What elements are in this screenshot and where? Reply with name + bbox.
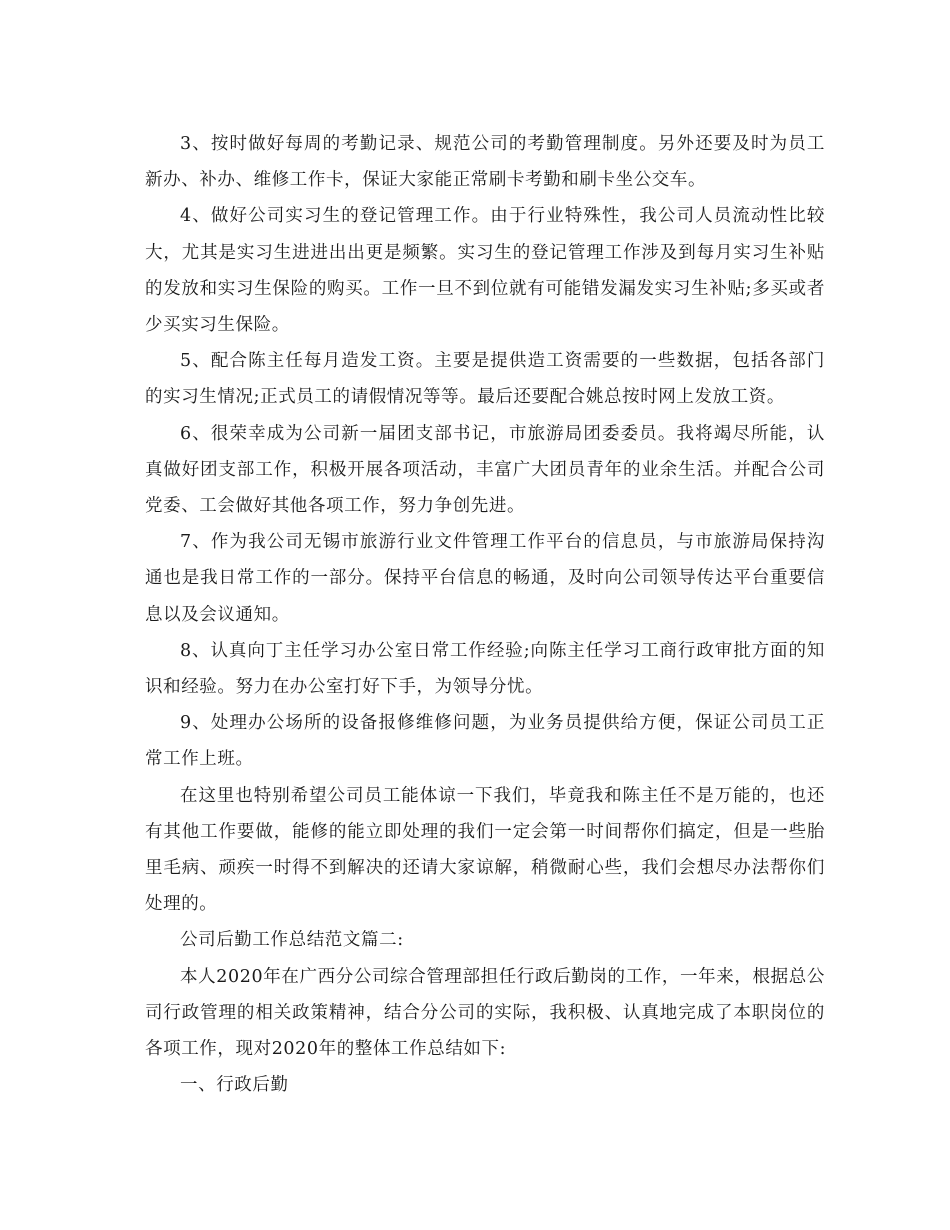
section-heading-admin-logistics: 一、行政后勤 [180,1075,289,1096]
paragraph-intro: 本人2020年在广西分公司综合管理部担任行政后勤岗的工作，一年来，根据总公司行政管理的相关政策精神，结合分公司的实际，我积极、认真地完成了本职岗位的各项工作，现对2020年的整体工作总结如下: [145,966,825,1060]
paragraph-item-8: 8、认真向丁主任学习办公室日常工作经验;向陈主任学习工商行政审批方面的知识和经验。努力在办公室打好下手，为领导分忧。 [145,640,825,698]
paragraph-item-9: 9、处理办公场所的设备报修维修问题，为业务员提供给方便，保证公司员工正常工作上班。 [145,713,825,770]
paragraph-note: 在这里也特别希望公司员工能体谅一下我们，毕竟我和陈主任不是万能的，也还有其他工作要做，能修的能立即处理的我们一定会第一时间帮你们搞定，但是一些胎里毛病、顽疾一时得不到解决的还请大家谅解，稍微耐心些，我们会想尽办法帮你们处理的。 [145,785,825,915]
paragraph-item-6: 6、很荣幸成为公司新一届团支部书记，市旅游局团委委员。我将竭尽所能，认真做好团支部工作，积极开展各项活动，丰富广大团员青年的业余生活。并配合公司党委、工会做好其他各项工作，努力争创先进。 [145,423,825,517]
paragraph-item-4: 4、做好公司实习生的登记管理工作。由于行业特殊性，我公司人员流动性比较大，尤其是实习生进进出出更是频繁。实习生的登记管理工作涉及到每月实习生补贴的发放和实习生保险的购买。工作一旦不到位就有可能错发漏发实习生补贴;多买或者少买实习生保险。 [145,206,825,336]
section-heading-part-two: 公司后勤工作总结范文篇二: [180,930,404,951]
paragraph-item-7: 7、作为我公司无锡市旅游行业文件管理工作平台的信息员，与市旅游局保持沟通也是我日常工作的一部分。保持平台信息的畅通，及时向公司领导传达平台重要信息以及会议通知。 [145,532,825,625]
paragraph-item-3: 3、按时做好每周的考勤记录、规范公司的考勤管理制度。另外还要及时为员工新办、补办、维修工作卡，保证大家能正常刷卡考勤和刷卡坐公交车。 [145,134,825,191]
document-body [145,126,825,1103]
paragraph-item-5: 5、配合陈主任每月造发工资。主要是提供造工资需要的一些数据，包括各部门的实习生情况;正式员工的请假情况等等。最后还要配合姚总按时网上发放工资。 [145,351,825,408]
